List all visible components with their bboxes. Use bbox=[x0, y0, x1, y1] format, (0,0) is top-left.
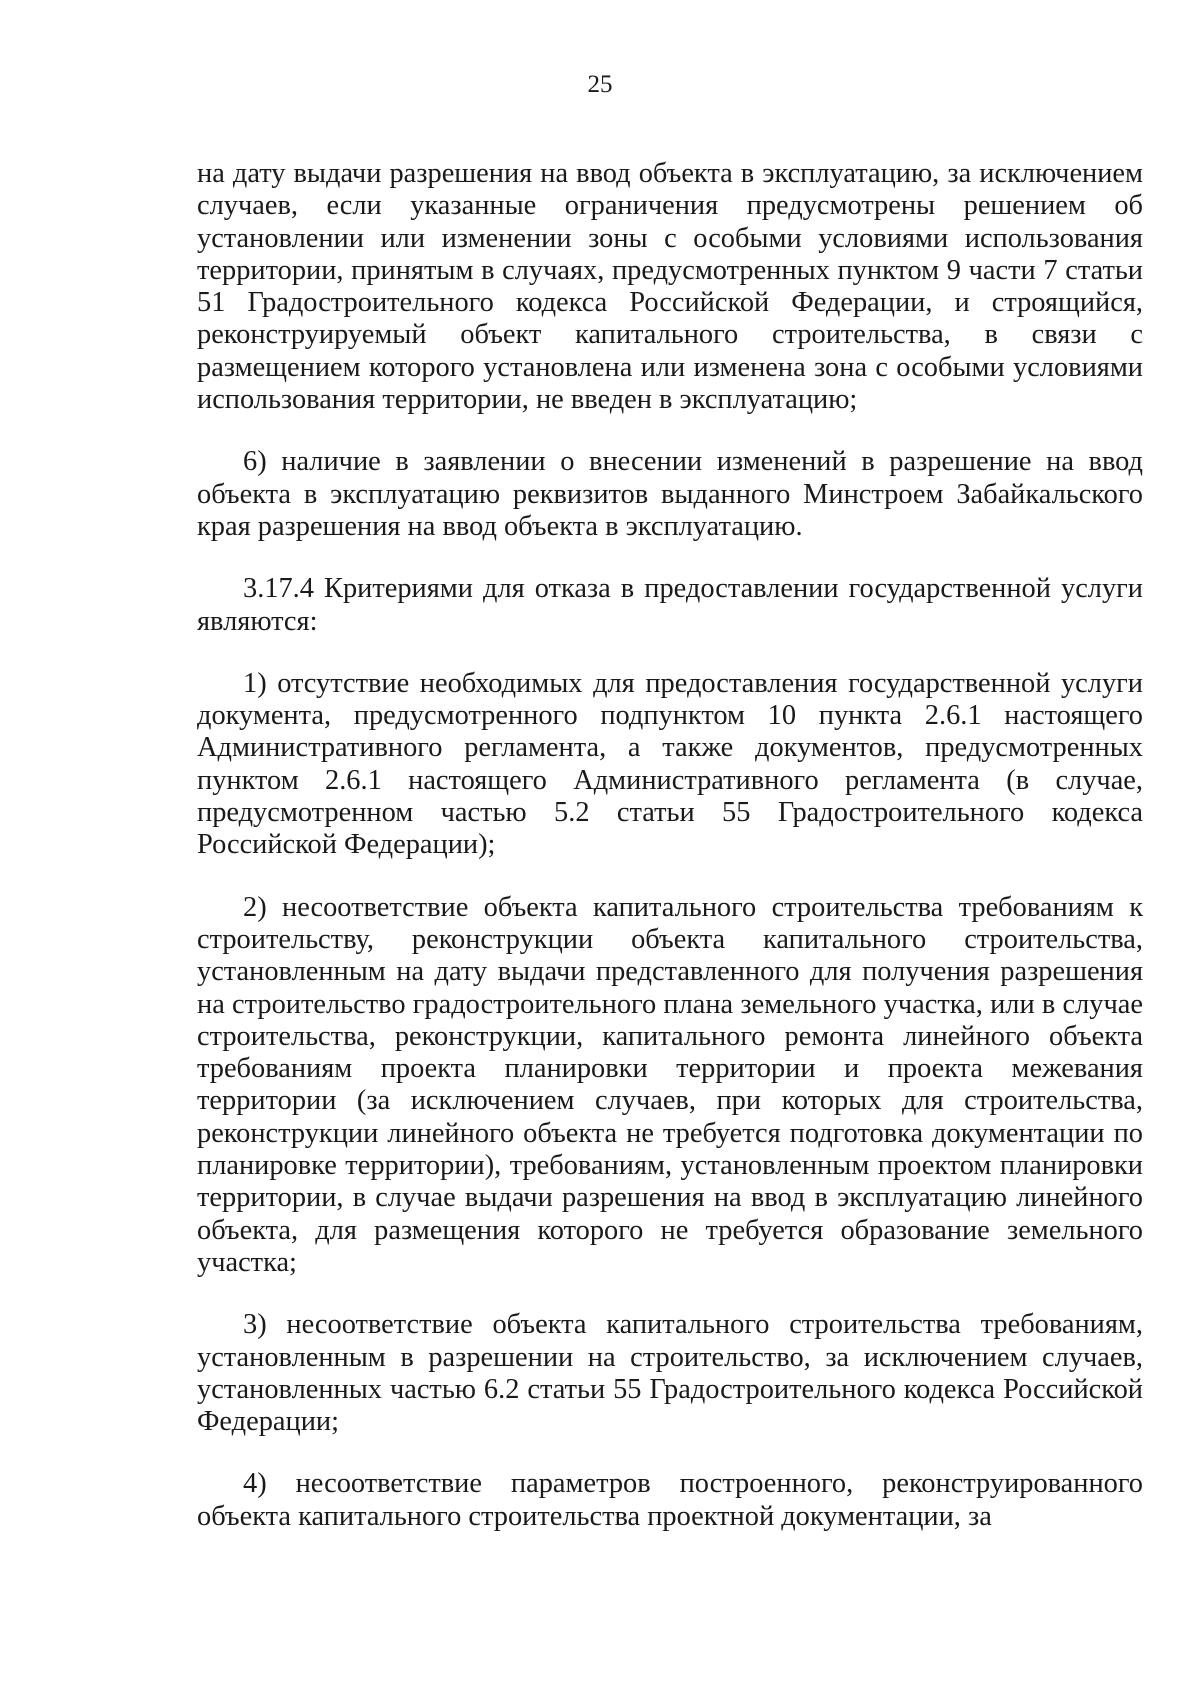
paragraph-item-6: 6) наличие в заявлении о внесении изменений в разрешение на ввод объекта в эксплуатацию реквизитов выданного Минстроем Забайкальского края разрешения на ввод объекта в эксплуатацию. bbox=[197, 446, 1143, 542]
paragraph-item-2: 2) несоответствие объекта капитального строительства требованиям к строительству, реконструкции объекта капитального строительства, установленным на дату выдачи представленного для получения разрешения на строительство градостроительного плана земельного участка, или в случае строительства, реконструкции, капитального ремонта линейного объекта требованиям проекта планировки территории и проекта межевания территории (за исключением случаев, при которых для строительства, реконструкции линейного объекта не требуется подготовка документации по планировке территории), требованиям, установленным проектом планировки территории, в случае выдачи разрешения на ввод в эксплуатацию линейного объекта, для размещения которого не требуется образование земельного участка; bbox=[197, 891, 1143, 1278]
document-body bbox=[197, 158, 1143, 1533]
paragraph-item-4: 4) несоответствие параметров построенного, реконструированного объекта капитального строительства проектной документации, за bbox=[197, 1468, 1143, 1532]
paragraph-item-3: 3) несоответствие объекта капитального строительства требованиям, установленным в разрешении на строительство, за исключением случаев, установленных частью 6.2 статьи 55 Градостроительного кодекса Российской Федерации; bbox=[197, 1309, 1143, 1438]
paragraph-item-1: 1) отсутствие необходимых для предоставления государственной услуги документа, предусмотренного подпунктом 10 пункта 2.6.1 настоящего Административного регламента, а также документов, предусмотренных пунктом 2.6.1 настоящего Административного регламента (в случае, предусмотренном частью 5.2 статьи 55 Градостроительного кодекса Российской Федерации); bbox=[197, 667, 1143, 861]
paragraph-section-3-17-4: 3.17.4 Критериями для отказа в предоставлении государственной услуги являются: bbox=[197, 573, 1143, 637]
page-number: 25 bbox=[587, 71, 613, 98]
paragraph-continuation: на дату выдачи разрешения на ввод объекта в эксплуатацию, за исключением случаев, если указанные ограничения предусмотрены решением об установлении или изменении зоны с особыми условиями использования территории, принятым в случаях, предусмотренных пунктом 9 части 7 статьи 51 Градостроительного кодекса Российской Федерации, и строящийся, реконструируемый объект капитального строительства, в связи с размещением которого установлена или изменена зона с особыми условиями использования территории, не введен в эксплуатацию; bbox=[197, 158, 1143, 416]
